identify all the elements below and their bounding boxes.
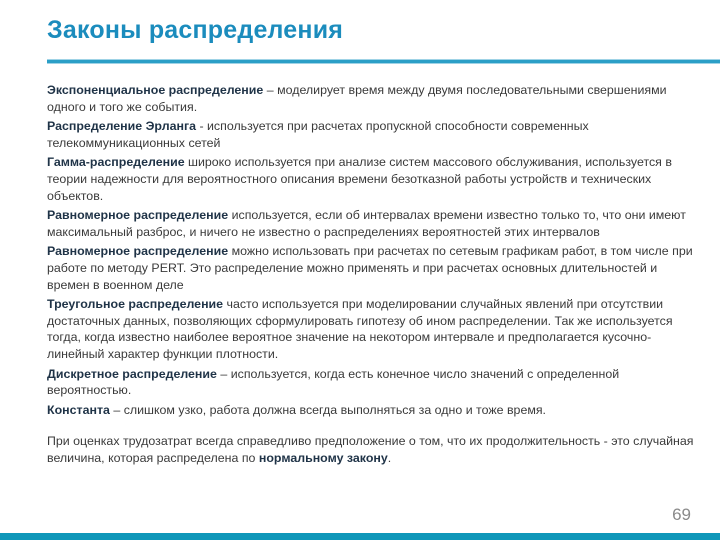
slide-body xyxy=(47,82,702,469)
title-divider xyxy=(47,59,720,64)
term: Равномерное распределение xyxy=(47,244,229,259)
slide-title: Законы распределения xyxy=(47,16,344,44)
conclusion-text: При оценках трудозатрат всегда справедливо предположение о том, что их продолжительность - это случайная величина, которая распределена по xyxy=(47,434,694,465)
description: – моделирует время между двумя последовательными свершениями одного и того же события. xyxy=(47,83,667,114)
paragraph-uniform-1 xyxy=(47,207,702,240)
description: часто используется при моделировании случайных явлений при отсутствии достаточных данных, позволяющих сформулировать гипотезу об ином распределении. Так же используется тогда, когда известно наиболее вероятное значение на некотором интервале и предполагается кусочно-линейный характер функции плотности. xyxy=(47,297,673,361)
paragraph-gamma xyxy=(47,154,702,204)
term: Экспоненциальное распределение xyxy=(47,83,264,97)
conclusion-paragraph xyxy=(47,433,702,466)
paragraph-exponential xyxy=(47,82,702,115)
term: Равномерное распределение xyxy=(47,208,229,223)
term: Гамма-распределение xyxy=(47,155,185,170)
paragraph-discrete xyxy=(47,366,702,399)
page-number: 69 xyxy=(672,505,691,524)
description: - используется при расчетах пропускной способности современных телекоммуникационных сетей xyxy=(47,119,589,150)
term: Дискретное распределение xyxy=(47,366,217,381)
description: широко используется при анализе систем массового обслуживания, используется в теории надежности для вероятностного описания времени безотказной работы устройств и технических объектов. xyxy=(47,155,672,203)
paragraph-erlang xyxy=(47,118,702,151)
description: можно использовать при расчетах по сетевым графикам работ, в том числе при работе по методу PERT. Это распределение можно применять и при расчетах основных длительностей и времен в военном деле xyxy=(47,244,693,292)
conclusion-end: . xyxy=(387,450,392,465)
bottom-accent-bar xyxy=(0,533,720,540)
term: Треугольное распределение xyxy=(47,297,224,312)
description: – слишком узко, работа должна всегда выполняться за одно и тоже время. xyxy=(109,402,547,417)
paragraph-constant xyxy=(47,402,702,419)
description: – используется, когда есть конечное число значений с определенной вероятностью. xyxy=(47,366,620,398)
paragraph-uniform-2 xyxy=(47,243,702,293)
term: Распределение Эрланга xyxy=(47,119,196,134)
conclusion-emphasis: нормальному закону xyxy=(258,450,388,465)
paragraph-triangular xyxy=(47,296,702,362)
description: используется, если об интервалах времени известно только то, что они имеют максимальный разброс, и ничего не известно о распределениях вероятностей этих интервалов xyxy=(47,208,686,239)
term: Константа xyxy=(47,402,110,417)
